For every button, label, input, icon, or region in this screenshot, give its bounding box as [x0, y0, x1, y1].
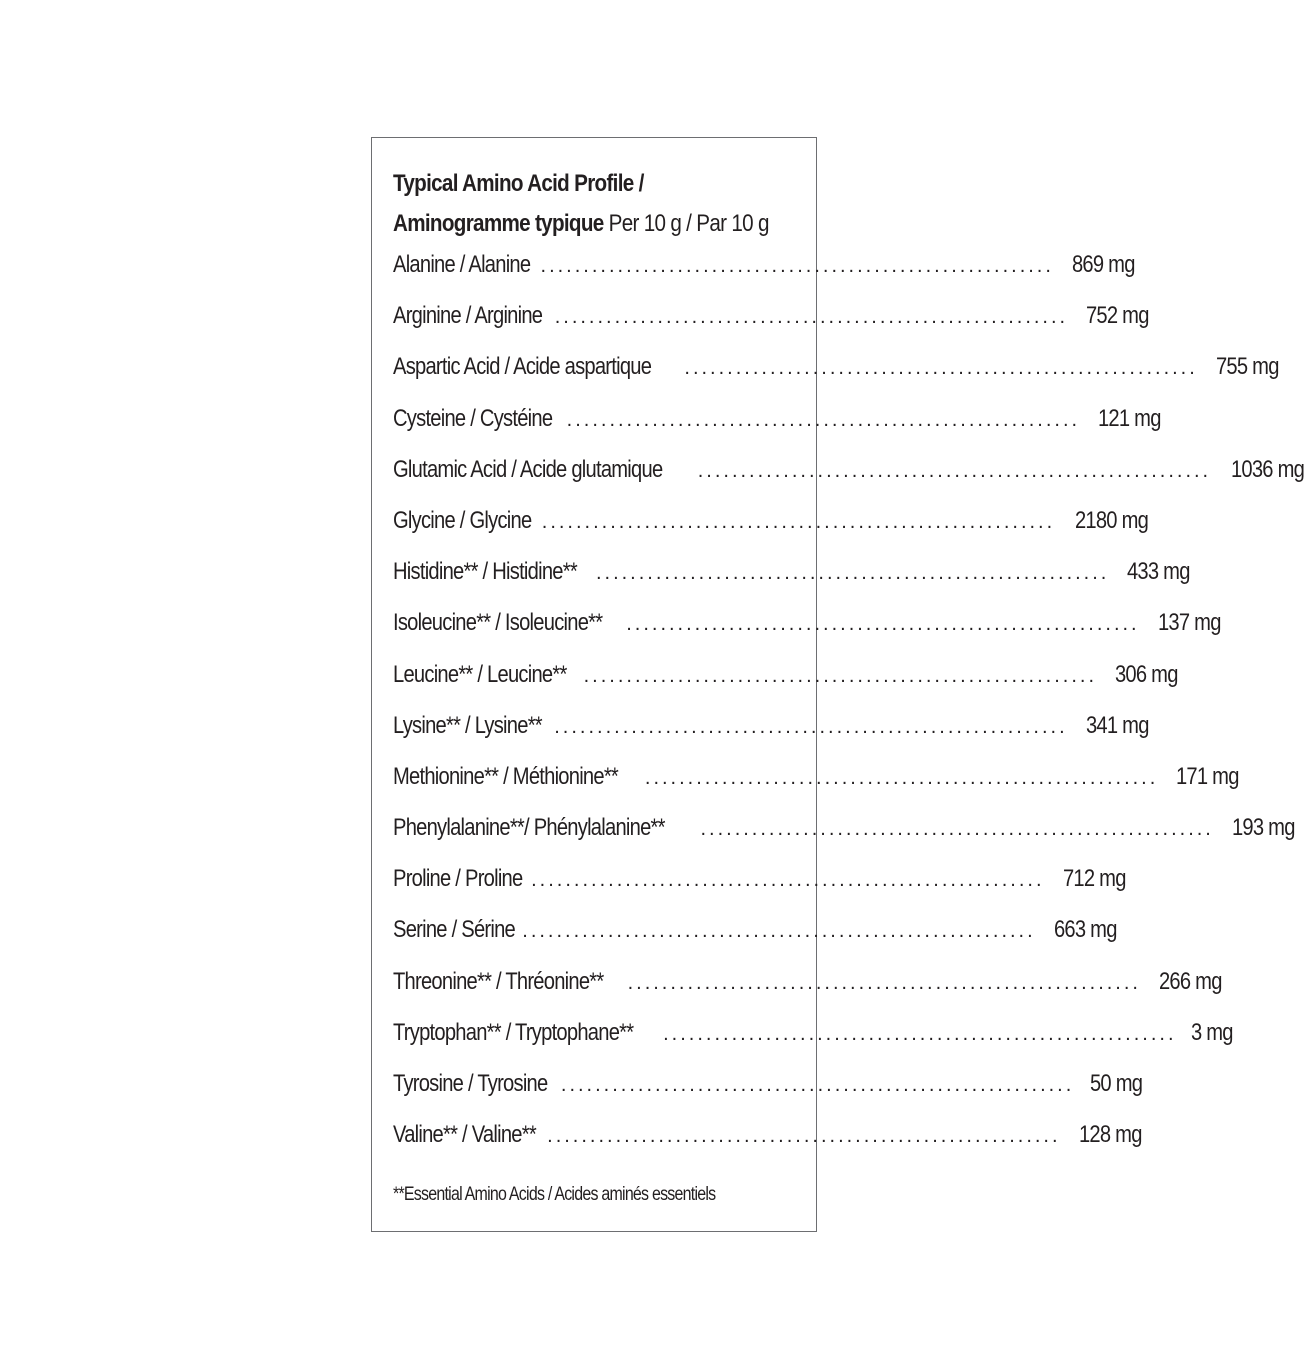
- amino-acid-name: Lysine** / Lysine**: [393, 711, 542, 739]
- amino-acid-amount: 171 mg: [1176, 762, 1239, 790]
- dot-leader: ............................................................: [566, 408, 1081, 431]
- heading-line-1: Typical Amino Acid Profile /: [393, 170, 644, 197]
- amino-acid-amount: 433 mg: [1127, 558, 1191, 586]
- amino-acid-amount: 137 mg: [1157, 609, 1221, 637]
- amino-acid-amount: 2180 mg: [1075, 506, 1149, 534]
- amino-acid-amount: 306 mg: [1114, 660, 1178, 688]
- amino-acid-row: [393, 404, 1161, 456]
- dot-leader: ............................................................: [626, 613, 1140, 636]
- amino-acid-row: [393, 353, 1279, 404]
- amino-acid-row: [393, 251, 1135, 302]
- amino-acid-row: [393, 558, 1191, 609]
- amino-acid-name: Methionine** / Méthionine**: [393, 762, 619, 790]
- dot-leader: ............................................................: [560, 1074, 1075, 1096]
- amino-acid-amount: 3 mg: [1190, 1018, 1233, 1046]
- amino-acid-amount: 752 mg: [1086, 302, 1149, 330]
- amino-acid-row: [393, 455, 1304, 507]
- dot-leader: ............................................................: [583, 664, 1098, 687]
- amino-acid-row: [393, 967, 1222, 1019]
- amino-acid-name: Proline / Proline: [393, 865, 523, 893]
- dot-leader: ............................................................: [554, 306, 1069, 329]
- amino-acid-amount: 121 mg: [1098, 404, 1161, 432]
- footnote: **Essential Amino Acids / Acides aminés essentiels: [393, 1184, 716, 1205]
- dot-leader: ............................................................: [595, 562, 1110, 585]
- amino-acid-amount: 341 mg: [1085, 711, 1149, 739]
- amino-acid-name: Histidine** / Histidine**: [393, 558, 577, 586]
- amino-acid-name: Valine** / Valine**: [393, 1121, 536, 1149]
- amino-acid-row: [393, 762, 1239, 814]
- amino-acid-amount: 266 mg: [1158, 967, 1222, 995]
- amino-acid-panel: [371, 137, 1304, 1232]
- amino-acid-list: [393, 251, 1304, 1172]
- heading-line-2-bold: Aminogramme typique: [393, 210, 604, 237]
- dot-leader: ............................................................: [554, 715, 1068, 738]
- dot-leader: ............................................................: [540, 255, 1054, 277]
- amino-acid-row: [393, 609, 1221, 660]
- amino-acid-row: [393, 302, 1149, 353]
- amino-acid-amount: 869 mg: [1071, 251, 1135, 278]
- dot-leader: ............................................................: [684, 357, 1198, 380]
- amino-acid-amount: 663 mg: [1053, 916, 1117, 944]
- dot-leader: ............................................................: [541, 510, 1056, 533]
- amino-acid-row: [393, 1070, 1143, 1121]
- amino-acid-row: [393, 1018, 1233, 1070]
- dot-leader: ............................................................: [522, 920, 1036, 943]
- amino-acid-amount: 128 mg: [1078, 1121, 1142, 1149]
- amino-acid-amount: 712 mg: [1062, 865, 1126, 893]
- amino-acid-row: [393, 814, 1295, 865]
- amino-acid-name: Glutamic Acid / Acide glutamique: [393, 455, 663, 483]
- amino-acid-name: Glycine / Glycine: [393, 506, 532, 534]
- dot-leader: ............................................................: [627, 971, 1141, 994]
- amino-acid-row: [393, 506, 1149, 558]
- dot-leader: ............................................................: [547, 1125, 1061, 1148]
- heading-per-serving: Per 10 g / Par 10 g: [603, 210, 769, 237]
- dot-leader: ............................................................: [644, 766, 1159, 789]
- amino-acid-row: [393, 865, 1126, 916]
- amino-acid-name: Alanine / Alanine: [393, 251, 531, 278]
- amino-acid-amount: 50 mg: [1090, 1070, 1143, 1097]
- amino-acid-name: Tryptophan** / Tryptophane**: [393, 1018, 634, 1046]
- amino-acid-name: Arginine / Arginine: [393, 302, 543, 330]
- panel-heading: [393, 164, 769, 244]
- amino-acid-name: Leucine** / Leucine**: [393, 660, 567, 688]
- amino-acid-name: Phenylalanine**/ Phénylalanine**: [393, 814, 665, 842]
- amino-acid-row: [393, 711, 1149, 763]
- amino-acid-row: [393, 916, 1117, 967]
- amino-acid-name: Serine / Sérine: [393, 916, 516, 944]
- amino-acid-name: Aspartic Acid / Acide aspartique: [393, 353, 652, 381]
- heading-line-2: [393, 204, 769, 244]
- dot-leader: ............................................................: [700, 818, 1214, 841]
- amino-acid-name: Threonine** / Thréonine**: [393, 967, 604, 995]
- dot-leader: ............................................................: [531, 869, 1045, 892]
- amino-acid-amount: 1036 mg: [1231, 455, 1304, 483]
- amino-acid-row: [393, 660, 1178, 712]
- dot-leader: ............................................................: [663, 1022, 1177, 1045]
- amino-acid-amount: 755 mg: [1215, 353, 1279, 381]
- amino-acid-name: Isoleucine** / Isoleucine**: [393, 609, 603, 637]
- amino-acid-name: Cysteine / Cystéine: [393, 404, 553, 432]
- amino-acid-row: [393, 1121, 1142, 1172]
- dot-leader: ............................................................: [697, 459, 1212, 482]
- amino-acid-amount: 193 mg: [1231, 814, 1295, 842]
- amino-acid-name: Tyrosine / Tyrosine: [393, 1070, 548, 1097]
